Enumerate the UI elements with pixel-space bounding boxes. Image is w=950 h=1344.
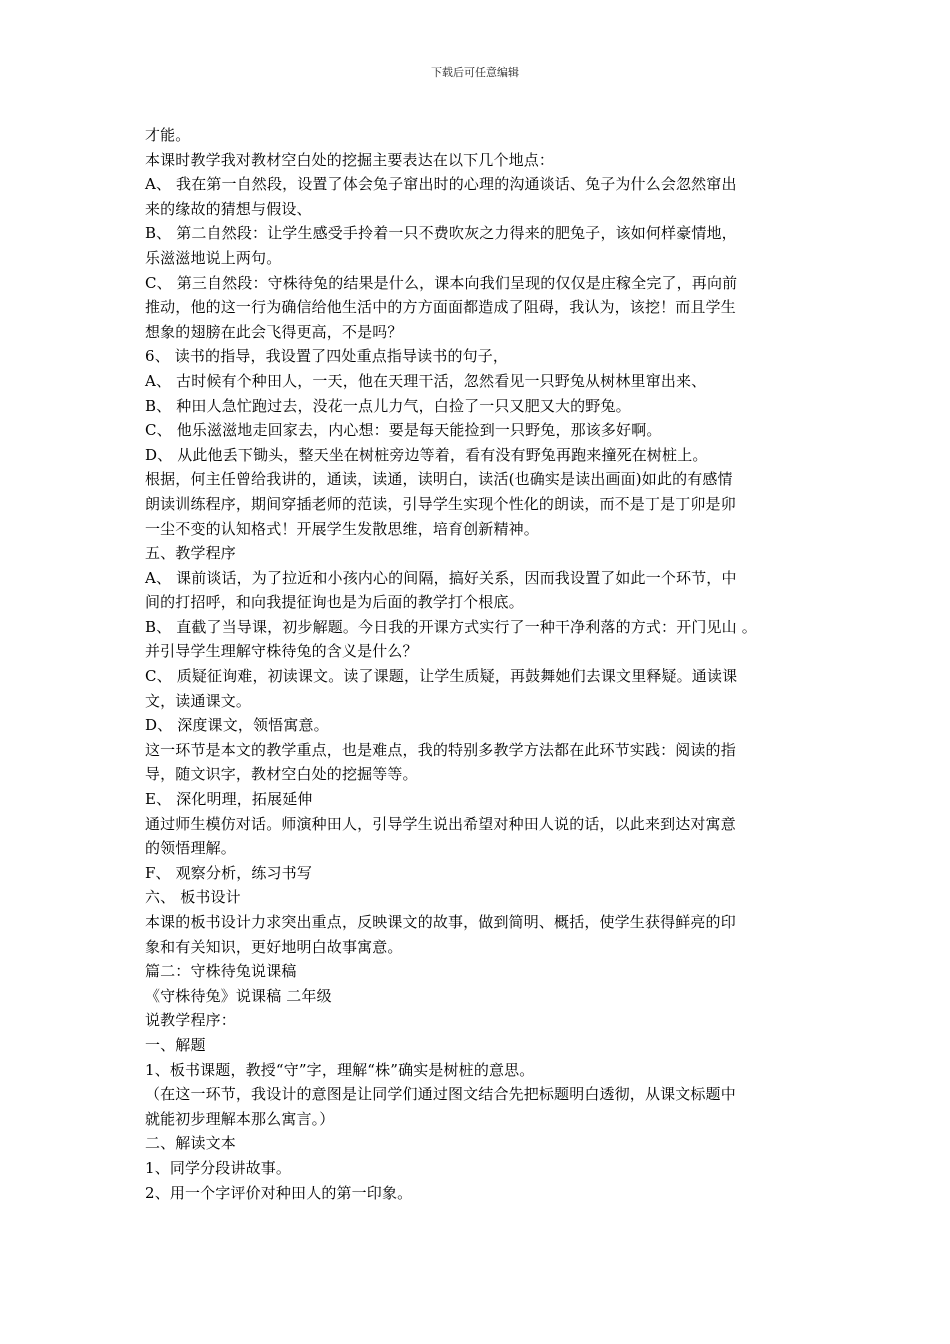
text-line: F、 观察分析，练习书写 [145,863,312,882]
section-heading: 五、教学程序 [145,544,236,563]
text-line: 来的缘故的猜想与假设、 [145,199,312,218]
text-line: D、 从此他丢下锄头，整天坐在树桩旁边等着，看有没有野兔再跑来撞死在树桩上。 [145,445,708,464]
text-line: 的领悟理解。 [145,839,236,858]
section-heading: 二、解读文本 [145,1134,236,1153]
section-heading: 六、 板书设计 [145,888,241,907]
text-line: B、 直截了当导课，初步解题。今日我的开课方式实行了一种干净利落的方式：开门见山 。 [145,617,757,636]
text-line: A、 课前谈话，为了拉近和小孩内心的间隔，搞好关系，因而我设置了如此一个环节，中 [145,568,737,587]
text-line: （在这一环节，我设计的意图是让同学们通过图文结合先把标题明白透彻，从课文标题中 [145,1085,736,1104]
text-line: 乐滋滋地说上两句。 [145,248,282,267]
text-line: 《守株待兔》说课稿 二年级 [145,986,332,1005]
text-line: 6、 读书的指导，我设置了四处重点指导读书的句子， [145,347,509,366]
text-line: 本课的板书设计力求突出重点，反映课文的故事，做到简明、概括，使学生获得鲜亮的印 [145,913,736,931]
text-line: 这一环节是本文的教学重点，也是难点，我的特别多教学方法都在此环节实践：阅读的指 [145,740,736,759]
text-line: 间的打招呼，和向我提征询也是为后面的教学打个根底。 [145,593,524,612]
text-line: C、 质疑征询难，初读课文。读了课题，让学生质疑，再鼓舞她们去课文里释疑。通读课 [145,667,738,686]
text-line: 就能初步理解本那么寓言。） [145,1109,335,1128]
text-line: D、 深度课文，领悟寓意。 [145,716,329,735]
text-line: 才能。 [145,126,191,144]
text-line: 推动，他的这一行为确信给他生活中的方方面面都造成了阻碍，我认为，该挖！而且学生 [145,298,736,317]
text-line: A、 我在第一自然段，设置了体会兔子窜出时的心理的沟通谈话、兔子为什么会忽然窜出 [145,175,737,194]
section-heading: 一、解题 [145,1035,206,1054]
article-title: 篇二：守株待兔说课稿 [145,962,297,981]
text-line: 一尘不变的认知格式！开展学生发散思维，培育创新精神。 [145,519,539,538]
text-line: A、 古时候有个种田人，一天，他在天理干活，忽然看见一只野兔从树林里窜出来、 [145,371,707,390]
text-line: 1、同学分段讲故事。 [145,1158,292,1177]
text-line: 本课时教学我对教材空白处的挖掘主要表达在以下几个地点： [145,150,555,169]
text-line: B、 种田人急忙跑过去，没花一点儿力气，白捡了一只又肥又大的野兔。 [145,396,631,415]
text-line: C、 他乐滋滋地走回家去，内心想：要是每天能捡到一只野兔，那该多好啊。 [145,421,662,440]
text-line: 文，读通课文。 [145,691,252,710]
page-header: 下载后可任意编辑 [431,66,519,79]
text-line: 象和有关知识，更好地明白故事寓意。 [145,937,403,956]
text-line: 朗读训练程序，期间穿插老师的范读，引导学生实现个性化的朗读，而不是丁是丁卯是卯 [145,494,736,513]
text-line: 2、用一个字评价对种田人的第一印象。 [145,1183,413,1202]
text-line: 导，随文识字，教材空白处的挖掘等等。 [145,765,418,784]
document-body [145,123,815,1205]
text-line: 通过师生模仿对话。师演种田人，引导学生说出希望对种田人说的话，以此来到达对寓意 [145,814,736,833]
text-line: 并引导学生理解守株待兔的含义是什么？ [145,642,418,661]
text-line: 说教学程序： [145,1011,236,1030]
text-line: 根据，何主任曾给我讲的，通读，读通，读明白，读活(也确实是读出画面)如此的有感情 [145,470,733,489]
text-line: B、 第二自然段：让学生感受手拎着一只不费吹灰之力得来的肥兔子，该如何样豪情地， [145,224,737,243]
text-line: E、 深化明理，拓展延伸 [145,790,313,809]
text-line: 1、板书课题，教授“守”字，理解“株”确实是树桩的意思。 [145,1060,535,1079]
text-line: 想象的翅膀在此会飞得更高，不是吗？ [145,322,403,341]
text-line: C、 第三自然段：守株待兔的结果是什么，课本向我们呈现的仅仅是庄稼全完了，再向前 [145,273,738,292]
